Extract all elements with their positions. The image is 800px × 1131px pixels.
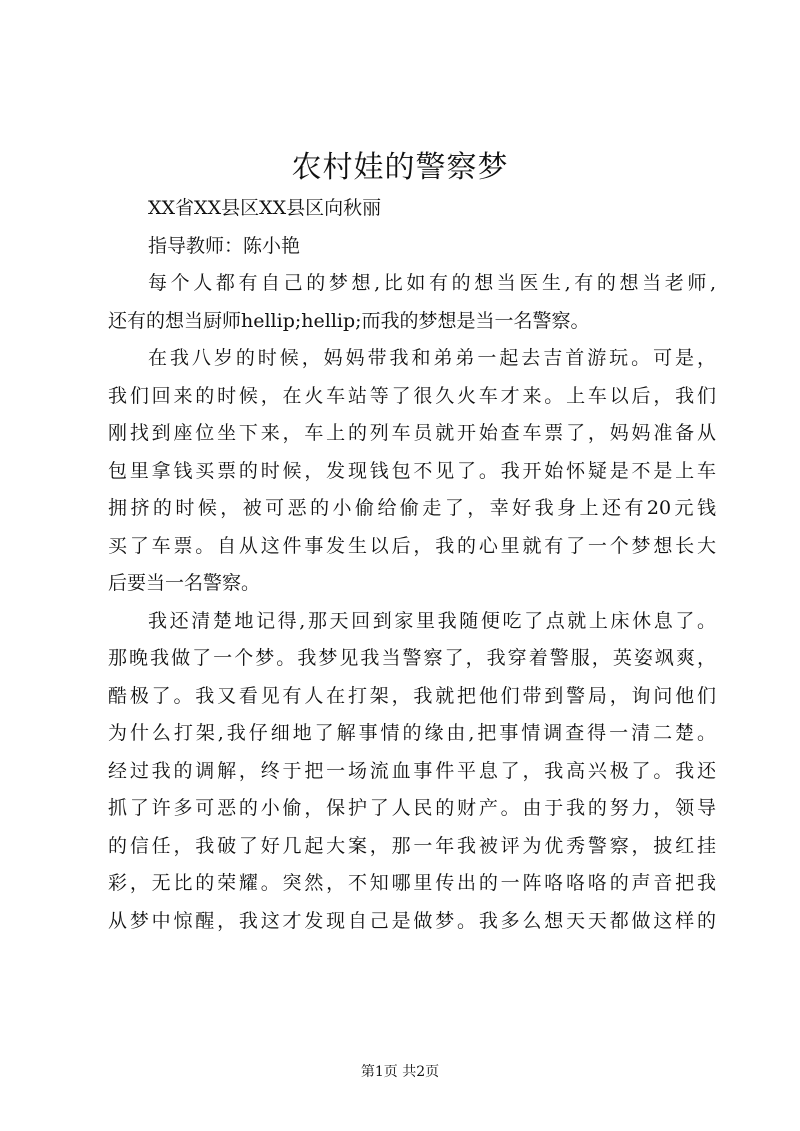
text-line: 抓了许多可恶的小偷，保护了人民的财产。由于我的努力，领导: [108, 797, 716, 819]
text-line: 买了车票。自从这件事发生以后，我的心里就有了一个梦想长大: [108, 534, 716, 557]
document-title: 农村娃的警察梦: [291, 150, 509, 185]
paragraph-1: [108, 265, 716, 340]
text-line: 我还清楚地记得,那天回到家里我随便吃了点就上床休息了。: [148, 609, 716, 632]
document-body: [108, 190, 716, 940]
text-line: 刚找到座位坐下来，车上的列车员就开始查车票了，妈妈准备从: [108, 422, 716, 444]
text-line: 的信任，我破了好几起大案，那一年我被评为优秀警察，披红挂: [108, 834, 716, 857]
page-number: 第1页 共2页: [360, 1064, 440, 1080]
text-line: 包里拿钱买票的时候，发现钱包不见了。我开始怀疑是不是上车: [108, 459, 716, 482]
paragraph-3: [108, 603, 716, 941]
text-line: 每个人都有自己的梦想,比如有的想当医生,有的想当老师,: [148, 272, 716, 294]
text-line: 还有的想当厨师hellip;hellip;而我的梦想是当一名警察。: [108, 309, 590, 332]
text-line: 后要当一名警察。: [108, 572, 261, 594]
text-line: 经过我的调解，终于把一场流血事件平息了，我高兴极了。我还: [108, 759, 716, 782]
author-line: XX省XX县区XX县区向秋丽: [148, 197, 382, 219]
text-line: 从梦中惊醒，我这才发现自己是做梦。我多么想天天都做这样的: [108, 909, 716, 932]
text-line: 在我八岁的时候，妈妈带我和弟弟一起去吉首游玩。可是，: [148, 347, 716, 369]
text-line: 为什么打架,我仔细地了解事情的缘由,把事情调查得一清二楚。: [108, 722, 716, 744]
text-line: 我们回来的时候，在火车站等了很久火车才来。上车以后，我们: [108, 384, 716, 407]
paragraph-2: [108, 340, 716, 603]
text-line: 那晚我做了一个梦。我梦见我当警察了，我穿着警服，英姿飒爽，: [108, 647, 716, 669]
text-line: 酷极了。我又看见有人在打架，我就把他们带到警局，询问他们: [108, 684, 716, 707]
text-line: 彩，无比的荣耀。突然，不知哪里传出的一阵咯咯咯的声音把我: [108, 872, 716, 894]
teacher-line: 指导教师：陈小艳: [148, 234, 301, 257]
text-line: 拥挤的时候，被可恶的小偷给偷走了，幸好我身上还有20元钱: [108, 497, 716, 519]
